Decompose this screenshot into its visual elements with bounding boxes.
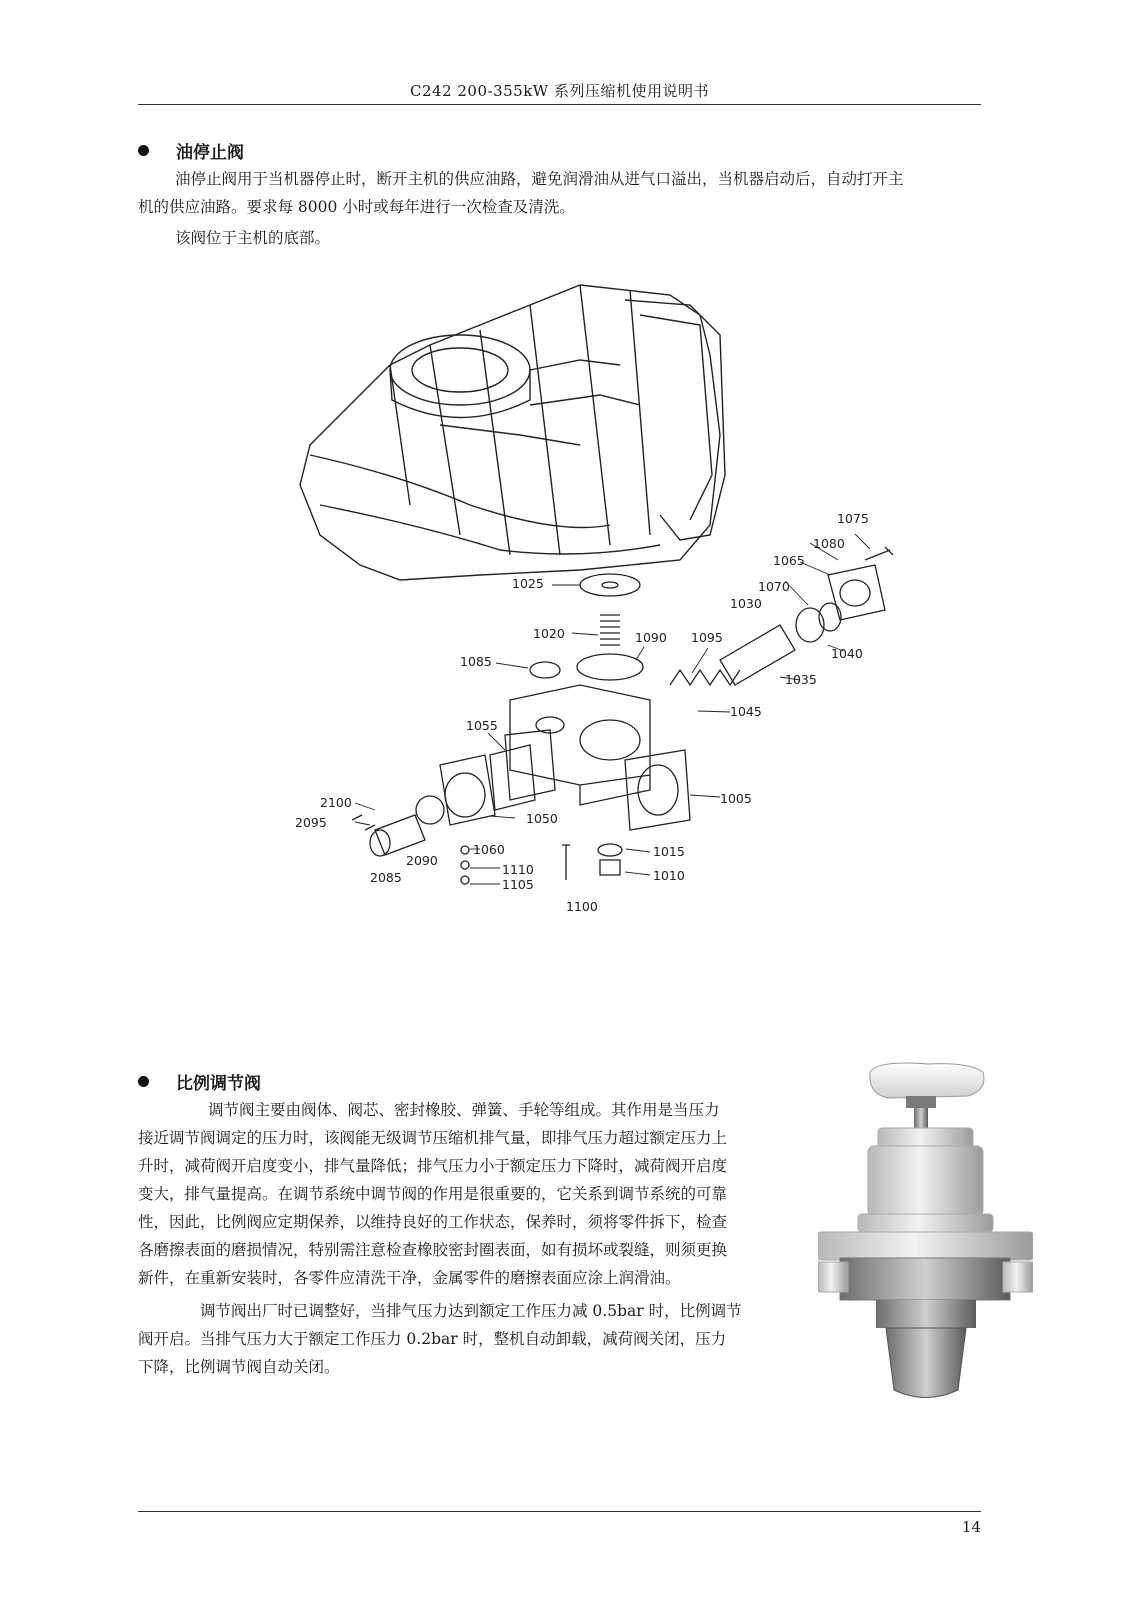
part-label: 1045 [730,704,762,719]
part-label: 1080 [813,536,845,551]
paragraph-line: 下降，比例调节阀自动关闭。 [138,1358,340,1376]
page-number: 14 [961,1518,981,1536]
part-label: 2095 [295,815,327,830]
paragraph-line: 阀开启。当排气压力大于额定工作压力 0.2bar 时，整机自动卸载，减荷阀关闭，压力 [138,1330,727,1348]
paragraph-line: 性，因此，比例阀应定期保养，以维持良好的工作状态，保养时，须将零件拆下，检查 [138,1213,728,1231]
part-label: 1105 [502,877,534,892]
oil-stop-valve-exploded-diagram [280,275,920,935]
header-divider [138,104,981,105]
section-title: 油停止阀 [176,143,244,163]
part-label: 1100 [566,899,598,914]
part-label: 2100 [320,795,352,810]
valve-location-text: 该阀位于主机的底部。 [175,229,331,247]
part-label: 1075 [837,511,869,526]
proportional-valve-paragraph-2 [138,1297,778,1381]
part-label: 1035 [785,672,817,687]
paragraph-line: 油停止阀用于当机器停止时，断开主机的供应油路，避免润滑油从进气口溢出，当机器启动后，自动打开主 [175,170,904,188]
part-label: 1005 [720,791,752,806]
part-label: 1065 [773,553,805,568]
bullet-icon [138,1076,149,1087]
paragraph-line: 升时，减荷阀开启度变小，排气量降低；排气压力小于额定压力下降时，减荷阀开启度 [138,1157,728,1175]
valve-assembly-drawing [352,547,893,884]
part-label: 2085 [370,870,402,885]
part-label: 1040 [831,646,863,661]
paragraph-line: 调节阀主要由阀体、阀芯、密封橡胶、弹簧、手轮等组成。其作用是当压力 [208,1101,720,1119]
oil-stop-valve-paragraph [138,165,981,221]
paragraph-line: 新件，在重新安装时，各零件应清洗干净，金属零件的磨擦表面应涂上润滑油。 [138,1269,681,1287]
page-header-title: C242 200-355kW 系列压缩机使用说明书 [410,82,709,100]
footer-divider [138,1511,981,1512]
part-label: 1015 [653,844,685,859]
paragraph-line: 各磨擦表面的磨损情况，特别需注意检查橡胶密封圈表面，如有损坏或裂缝，则须更换 [138,1241,728,1259]
part-label: 1095 [691,630,723,645]
proportional-valve-paragraph-1 [138,1096,778,1292]
part-label: 2090 [406,853,438,868]
section-heading-proportional-valve [138,1069,261,1094]
part-label: 1020 [533,626,565,641]
part-label: 1085 [460,654,492,669]
bullet-icon [138,145,149,156]
paragraph-line: 接近调节阀调定的压力时，该阀能无级调节压缩机排气量，即排气压力超过额定压力上 [138,1129,728,1147]
leader-lines [355,534,870,884]
part-label: 1110 [502,862,534,877]
part-label: 1070 [758,579,790,594]
section-title: 比例调节阀 [176,1074,261,1094]
part-label: 1025 [512,576,544,591]
proportional-valve-photo [818,1060,1033,1405]
paragraph-line: 变大，排气量提高。在调节系统中调节阀的作用是很重要的，它关系到调节系统的可靠 [138,1185,728,1203]
part-label: 1030 [730,596,762,611]
part-label: 1090 [635,630,667,645]
paragraph-line: 调节阀出厂时已调整好，当排气压力达到额定工作压力减 0.5bar 时，比例调节 [200,1302,742,1320]
compressor-airend-drawing [300,285,725,580]
paragraph-line: 机的供应油路。要求每 8000 小时或每年进行一次检查及清洗。 [138,198,575,216]
part-label: 1060 [473,842,505,857]
part-label: 1055 [466,718,498,733]
part-label: 1010 [653,868,685,883]
part-number-labels [295,511,869,914]
part-label: 1050 [526,811,558,826]
section-heading-oil-stop-valve [138,138,244,163]
